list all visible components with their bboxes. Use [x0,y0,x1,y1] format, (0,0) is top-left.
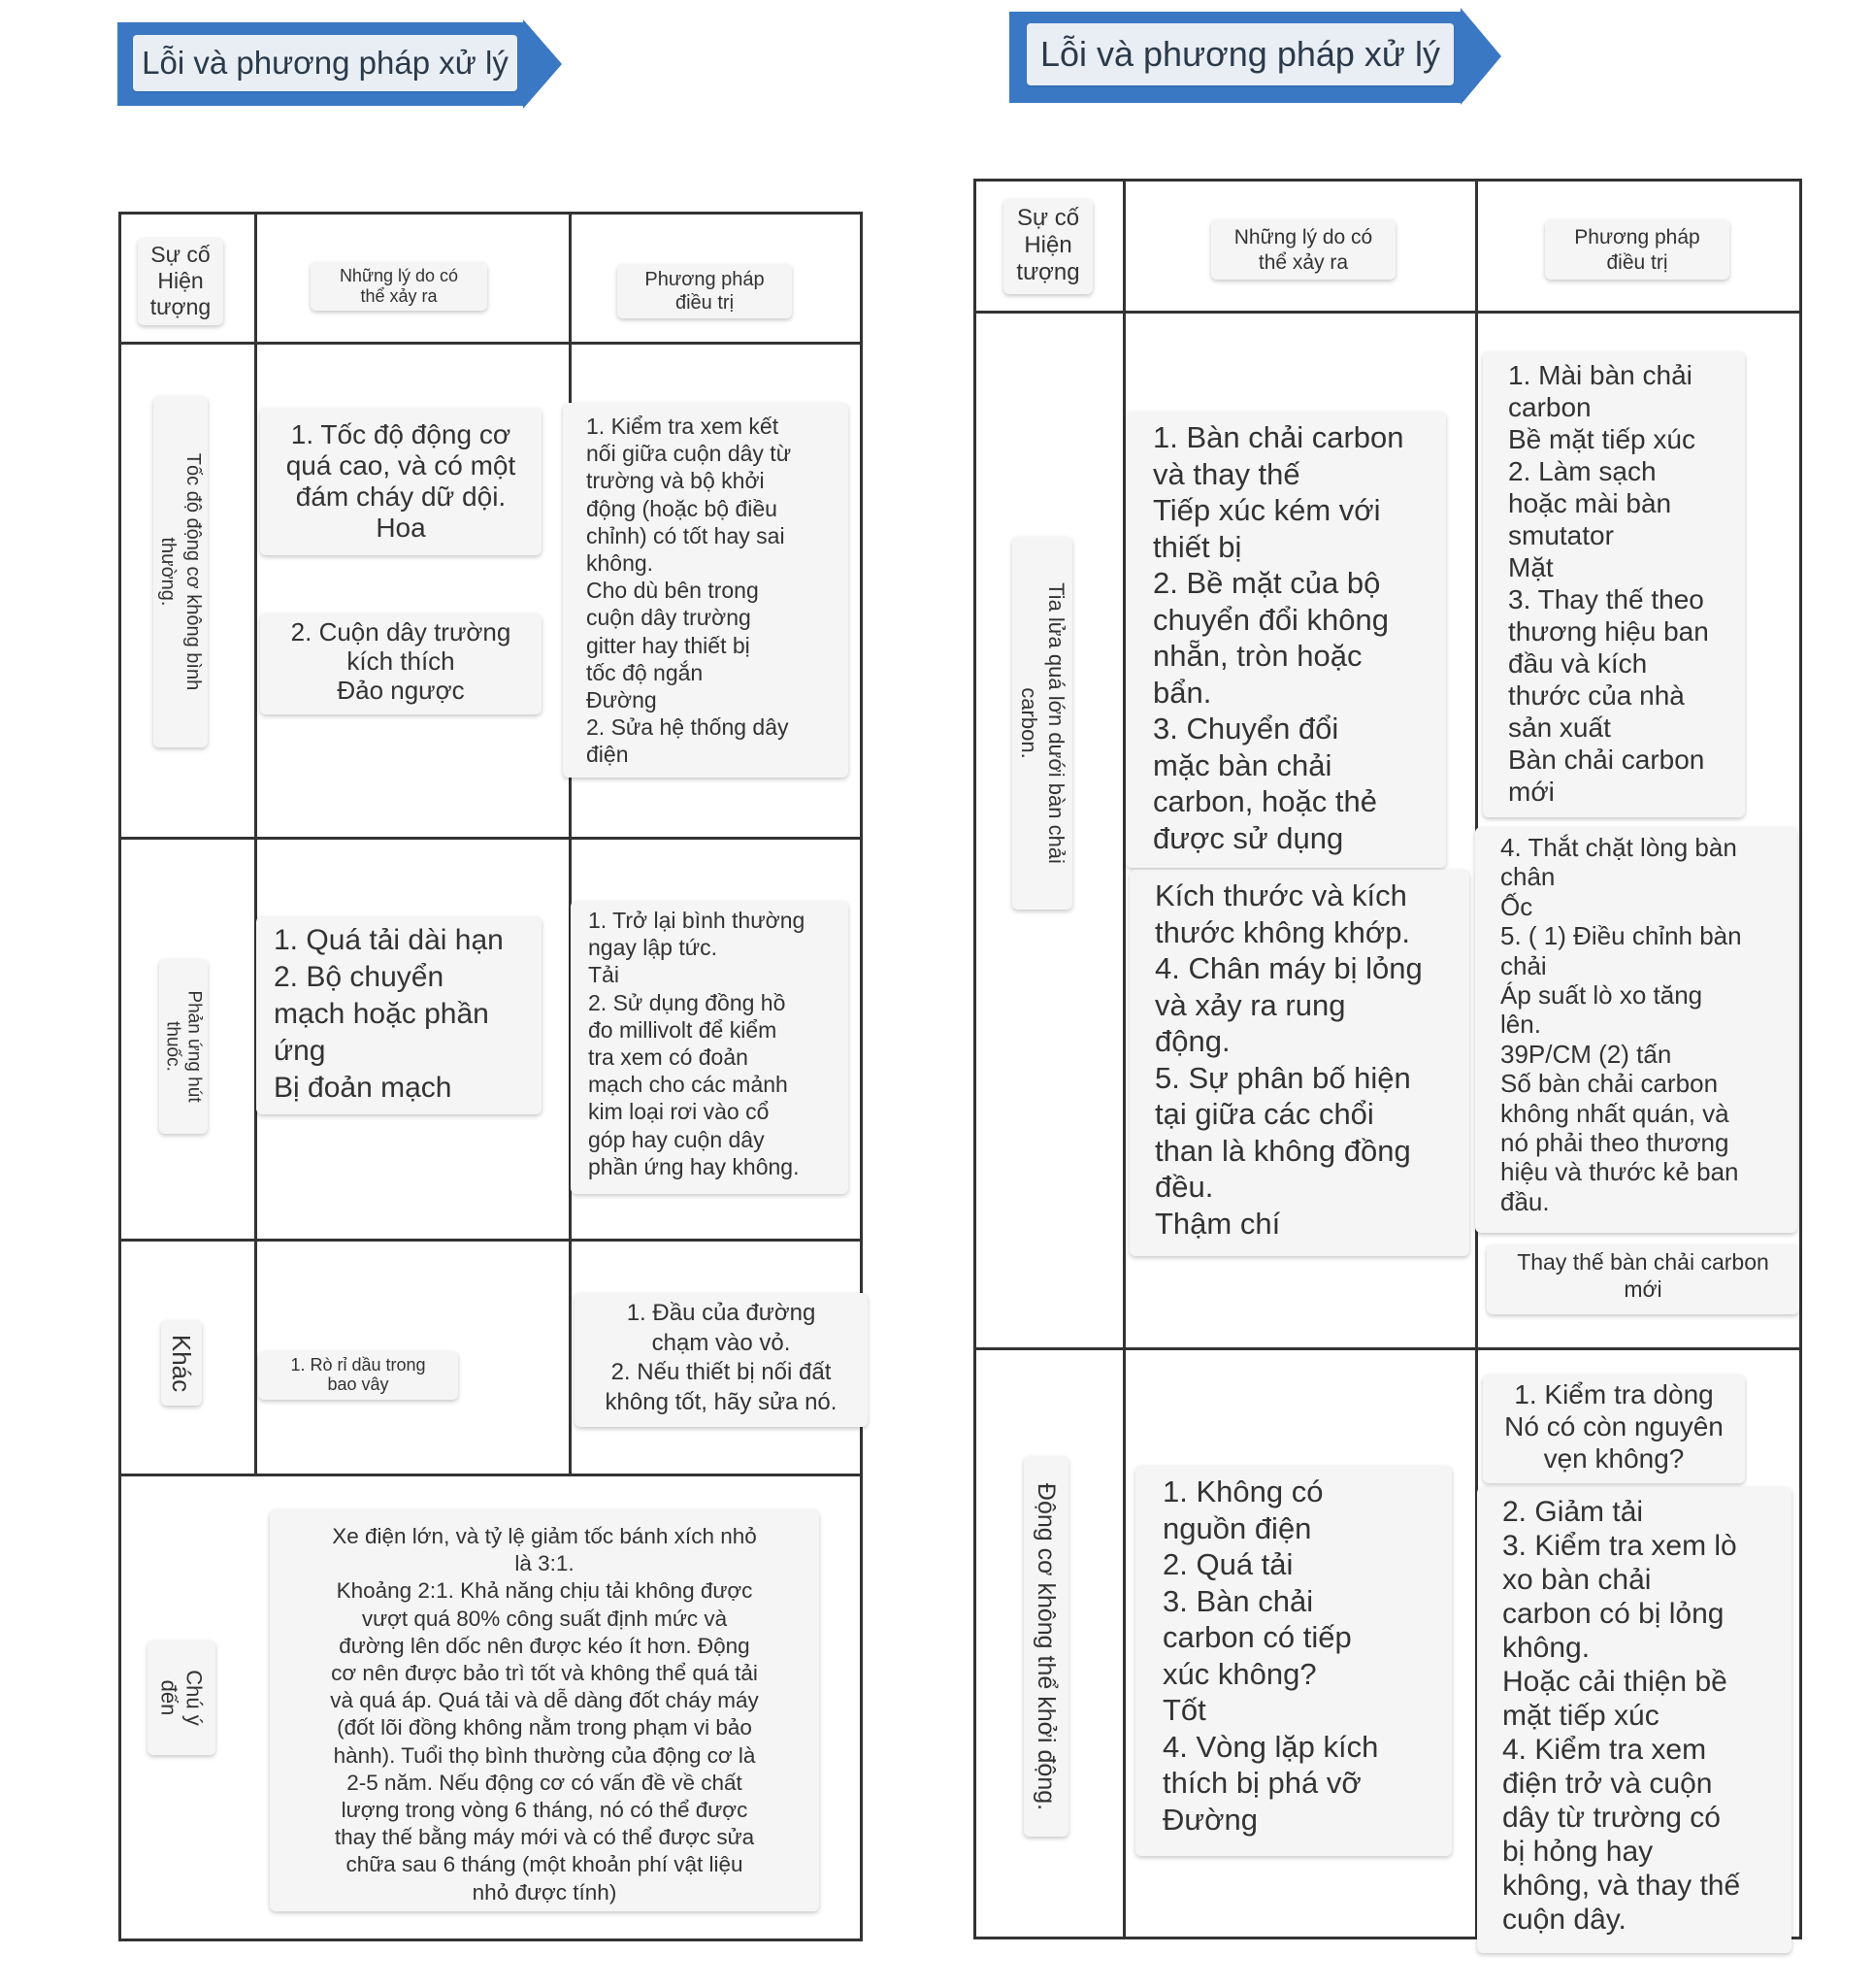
left-row2-causes: 1. Quá tải dài hạn 2. Bộ chuyển mạch hoặc phần ứng Bị đoản mạch [256,916,542,1114]
left-row-divider-header [118,342,863,345]
right-row2-symptom-text: Động cơ không thể khởi động. [1033,1482,1061,1810]
right-title-banner [1009,8,1495,105]
right-row1-cause-2: Kích thước và kích thước không khớp. 4. Chân máy bị lỏng và xảy ra rung động. 5. Sự phân bố hiện tại giữa các chổi than là không đồng đều. Thậm chí [1130,870,1469,1256]
left-header-causes: Những lý do có thể xảy ra [311,262,487,311]
right-header-symptom: Sự cố Hiện tượng [1003,199,1093,294]
right-row1-treatment-2: 4. Thắt chặt lòng bàn chân Ốc 5. ( 1) Điều chỉnh bàn chải Áp suất lò xo tăng lên. 39P/CM (2) tấn Số bàn chải carbon không nhất quán, và nó phải theo thương hiệu và thước kẻ ban đầu. [1475,827,1797,1233]
left-row-divider-3 [118,1474,863,1476]
right-header-causes: Những lý do có thể xảy ra [1211,219,1396,280]
right-row2-symptom [1024,1456,1068,1837]
right-row1-treatment-1: 1. Mài bàn chải carbon Bề mặt tiếp xúc 2. Làm sạch hoặc mài bàn smutator Mặt 3. Thay thế theo thương hiệu ban đầu và kích thước của nhà sản xuất Bàn chải carbon mới [1483,351,1745,817]
left-row1-cause-2: 2. Cuộn dây trường kích thích Đảo ngược [260,613,542,714]
left-note-text: Xe điện lớn, và tỷ lệ giảm tốc bánh xích nhỏ là 3:1. Khoảng 2:1. Khả năng chịu tải không được vượt quá 80% công suất định mức và đường lên dốc nên được kéo ít hơn. Động cơ nên được bảo trì tốt và không thể quá tải và quá áp. Quá tải và dễ dàng đốt cháy máy (đốt lõi đồng không nằm trong phạm vi bảo hành). Tuổi thọ bình thường của động cơ là 2-5 năm. Nếu động cơ có vấn đề về chất lượng trong vòng 6 tháng, nó có thể được thay thế bằng máy mới và có thể được sửa chữa sau 6 tháng (một khoản phí vật liệu nhỏ được tính) [270,1509,819,1911]
banner-arrow [1461,8,1501,105]
left-row3-treatment: 1. Đầu của đường chạm vào vỏ. 2. Nếu thiết bị nối đất không tốt, hãy sửa nó. [575,1293,868,1427]
right-title: Lỗi và phương pháp xử lý [1027,23,1454,85]
left-row2-treatment: 1. Trở lại bình thường ngay lập tức. Tải 2. Sử dụng đồng hồ đo millivolt để kiểm tra xem có đoản mạch cho các mảnh kim loại rơi vào cổ góp hay cuộn dây phần ứng hay không. [571,901,848,1194]
right-row1-symptom-text: Tia lửa quá lớn dưới bàn chải carbon. [1017,582,1068,864]
left-row-divider-2 [118,1239,863,1242]
left-col-divider-2 [569,212,572,1474]
right-row2-treatment-1: 1. Kiểm tra dòng Nó có còn nguyên vẹn không? [1483,1375,1745,1483]
left-note-label-text: Chú ý đến [156,1670,207,1726]
right-row-divider-header [973,311,1802,314]
left-title-banner [117,19,564,109]
banner-arrow [523,19,562,109]
left-title: Lỗi và phương pháp xử lý [133,35,517,91]
left-row1-symptom-text: Tốc độ động cơ không bình thường. [157,452,204,691]
left-row1-symptom [153,396,208,747]
right-header-treatment: Phương pháp điều trị [1545,219,1729,280]
left-row1-treatment: 1. Kiểm tra xem kết nối giữa cuộn dây từ trường và bộ khởi động (hoặc bộ điều chỉnh) có tốt hay sai không. Cho dù bên trong cuộn dây trường gitter hay thiết bị tốc độ ngắn Đường 2. Sửa hệ thống dây điện [563,403,848,778]
right-row1-treatment-3: Thay thế bàn chải carbon mới [1487,1244,1799,1314]
left-header-treatment: Phương pháp điều trị [617,264,792,318]
right-row2-treatment-2: 2. Giảm tải 3. Kiểm tra xem lò xo bàn chải carbon có bị lỏng không. Hoặc cải thiện bề mặt tiếp xúc 4. Kiểm tra xem điện trở và cuộn dây từ trường có bị hỏng hay không, và thay thế cuộn dây. [1477,1487,1791,1953]
left-note-label [148,1640,215,1755]
left-row3-causes: 1. Rò rỉ dầu trong bao vây [258,1351,458,1400]
right-row2-causes: 1. Không có nguồn điện 2. Quá tải 3. Bàn chải carbon có tiếp xúc không? Tốt 4. Vòng lặp kích thích bị phá vỡ Đường [1135,1466,1452,1856]
left-header-symptom: Sự cố Hiện tượng [138,238,223,325]
left-row1-cause-1: 1. Tốc độ động cơ quá cao, và có một đám cháy dữ dội. Hoa [260,408,542,555]
right-row-divider-1 [973,1347,1802,1350]
right-row1-cause-1: 1. Bàn chải carbon và thay thế Tiếp xúc kém với thiết bị 2. Bề mặt của bộ chuyển đổi không nhẵn, tròn hoặc bẩn. 3. Chuyển đổi mặc bàn chải carbon, hoặc thẻ được sử dụng [1126,412,1446,868]
left-row3-symptom [161,1320,202,1406]
left-row3-symptom-text: Khác [167,1334,197,1392]
right-row1-symptom [1012,537,1072,910]
left-col-divider-1 [254,212,257,1474]
left-row-divider-1 [118,837,863,840]
left-row2-symptom-text: Phản ứng hút thuốc. [163,990,206,1103]
left-row2-symptom [159,959,208,1134]
